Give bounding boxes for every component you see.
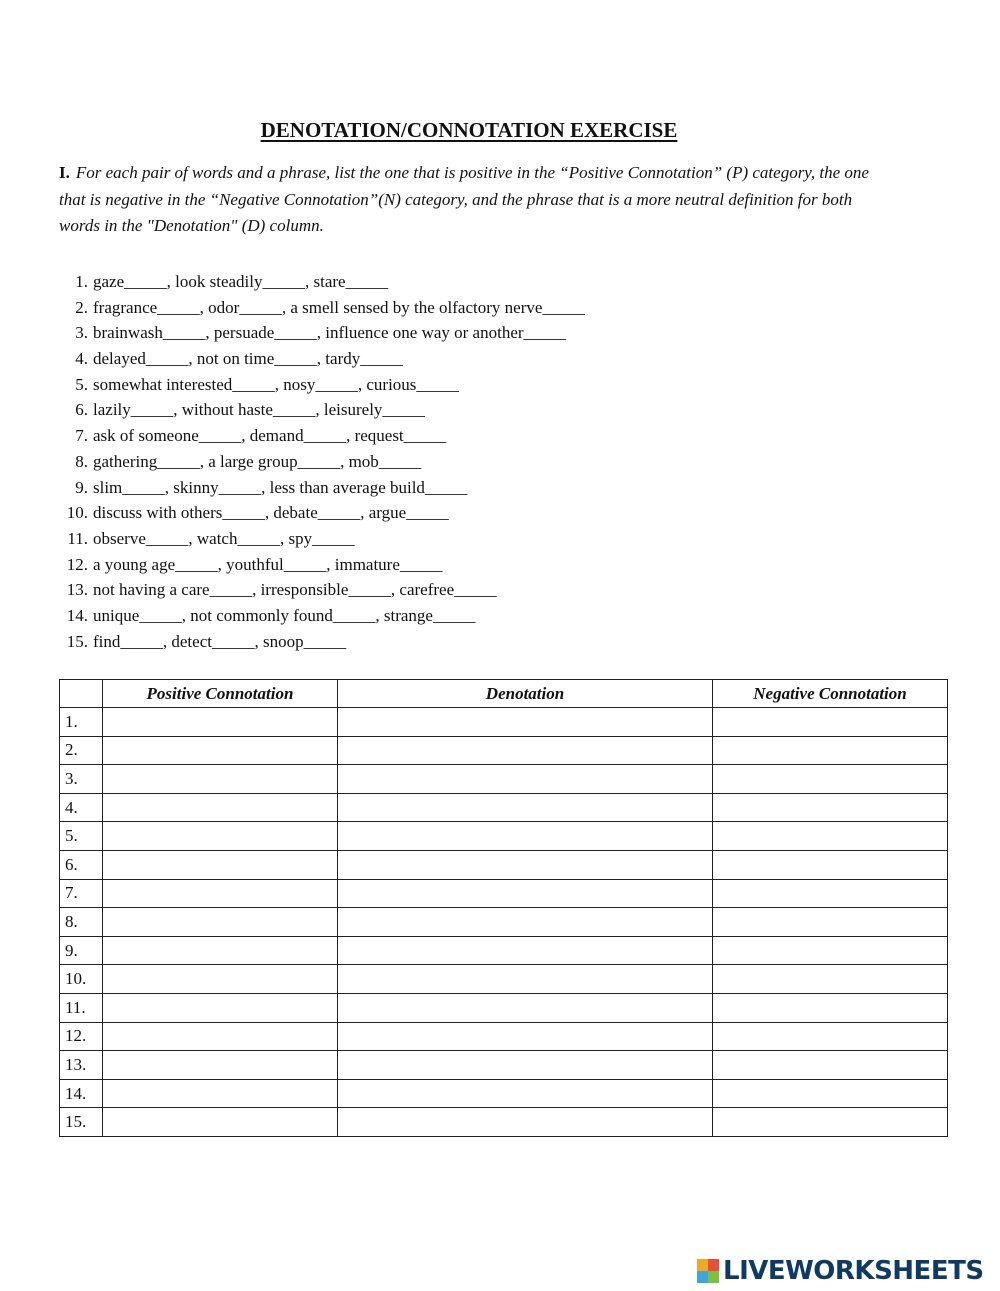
header-positive-connotation: Positive Connotation [103, 680, 338, 708]
row-number: 14. [60, 1079, 103, 1108]
row-number: 1. [60, 708, 103, 737]
negative-connotation-cell[interactable] [713, 908, 948, 937]
list-item-number: 7. [75, 426, 88, 446]
list-item [60, 372, 760, 398]
list-item [60, 603, 760, 629]
denotation-cell[interactable] [338, 1079, 713, 1108]
positive-connotation-cell[interactable] [103, 736, 338, 765]
row-number: 8. [60, 908, 103, 937]
instructions-number: I. [59, 163, 70, 182]
table-row [60, 822, 948, 851]
answer-table [59, 679, 948, 1137]
list-item-number: 5. [75, 374, 88, 394]
negative-connotation-cell[interactable] [713, 1108, 948, 1137]
list-item-text: discuss with others_____, debate_____, argue_____ [93, 503, 449, 523]
list-item-text: find_____, detect_____, snoop_____ [93, 631, 347, 651]
list-item [60, 552, 760, 578]
positive-connotation-cell[interactable] [103, 936, 338, 965]
list-item-number: 3. [75, 323, 88, 343]
list-item-number: 4. [75, 349, 88, 369]
list-item-text: slim_____, skinny_____, less than average build_____ [93, 477, 468, 497]
table-row [60, 1022, 948, 1051]
positive-connotation-cell[interactable] [103, 1051, 338, 1080]
logo-block [708, 1271, 719, 1283]
positive-connotation-cell[interactable] [103, 1108, 338, 1137]
row-number: 13. [60, 1051, 103, 1080]
negative-connotation-cell[interactable] [713, 736, 948, 765]
list-item [60, 475, 760, 501]
denotation-cell[interactable] [338, 1022, 713, 1051]
denotation-cell[interactable] [338, 850, 713, 879]
list-item-text: brainwash_____, persuade_____, influence one way or another_____ [93, 323, 567, 343]
list-item-number: 13. [66, 580, 88, 600]
row-number: 9. [60, 936, 103, 965]
denotation-cell[interactable] [338, 765, 713, 794]
list-item-number: 15. [66, 631, 88, 651]
header-denotation: Denotation [338, 680, 713, 708]
negative-connotation-cell[interactable] [713, 965, 948, 994]
negative-connotation-cell[interactable] [713, 879, 948, 908]
row-number: 6. [60, 850, 103, 879]
logo-block [697, 1271, 708, 1283]
list-item-text: fragrance_____, odor_____, a smell sensed by the olfactory nerve_____ [93, 297, 585, 317]
table-row [60, 993, 948, 1022]
row-number: 4. [60, 793, 103, 822]
positive-connotation-cell[interactable] [103, 965, 338, 994]
list-item [60, 320, 760, 346]
positive-connotation-cell[interactable] [103, 908, 338, 937]
table-row [60, 708, 948, 737]
positive-connotation-cell[interactable] [103, 708, 338, 737]
row-number: 15. [60, 1108, 103, 1137]
list-item-text: a young age_____, youthful_____, immature_____ [93, 554, 443, 574]
list-item [60, 526, 760, 552]
table-row [60, 908, 948, 937]
denotation-cell[interactable] [338, 708, 713, 737]
list-item-number: 12. [66, 554, 88, 574]
header-number [60, 680, 103, 708]
list-item-text: gathering_____, a large group_____, mob_____ [93, 451, 422, 471]
instructions [59, 160, 889, 240]
row-number: 3. [60, 765, 103, 794]
word-list [60, 269, 760, 654]
denotation-cell[interactable] [338, 1108, 713, 1137]
list-item-number: 11. [67, 528, 88, 548]
list-item-text: gaze_____, look steadily_____, stare_____ [93, 272, 389, 291]
negative-connotation-cell[interactable] [713, 1051, 948, 1080]
table-row [60, 879, 948, 908]
table-row [60, 1108, 948, 1137]
table-row [60, 765, 948, 794]
denotation-cell[interactable] [338, 822, 713, 851]
positive-connotation-cell[interactable] [103, 993, 338, 1022]
negative-connotation-cell[interactable] [713, 1079, 948, 1108]
list-item-number: 9. [75, 477, 88, 497]
header-negative-connotation: Negative Connotation [713, 680, 948, 708]
list-item [60, 500, 760, 526]
list-item [60, 269, 760, 295]
list-item [60, 449, 760, 475]
positive-connotation-cell[interactable] [103, 765, 338, 794]
negative-connotation-cell[interactable] [713, 708, 948, 737]
list-item [60, 423, 760, 449]
table-row [60, 793, 948, 822]
denotation-cell[interactable] [338, 936, 713, 965]
list-item-number: 2. [75, 297, 88, 317]
list-item-number: 6. [75, 400, 88, 420]
positive-connotation-cell[interactable] [103, 879, 338, 908]
denotation-cell[interactable] [338, 965, 713, 994]
table-row [60, 1079, 948, 1108]
list-item-number: 8. [75, 451, 88, 471]
list-item [60, 577, 760, 603]
page-title: DENOTATION/CONNOTATION EXERCISE [260, 118, 678, 142]
table-row [60, 965, 948, 994]
answer-table-header [60, 680, 948, 708]
row-number: 5. [60, 822, 103, 851]
positive-connotation-cell[interactable] [103, 793, 338, 822]
list-item-text: somewhat interested_____, nosy_____, curious_____ [93, 374, 459, 394]
list-item [60, 295, 760, 321]
positive-connotation-cell[interactable] [103, 822, 338, 851]
denotation-cell[interactable] [338, 793, 713, 822]
row-number: 12. [60, 1022, 103, 1051]
table-row [60, 936, 948, 965]
negative-connotation-cell[interactable] [713, 936, 948, 965]
list-item-number: 1. [75, 272, 88, 291]
list-item-text: not having a care_____, irresponsible_____, carefree_____ [93, 580, 497, 600]
logo-block [708, 1259, 719, 1271]
liveworksheets-logo [697, 1253, 984, 1289]
denotation-cell[interactable] [338, 879, 713, 908]
logo-blocks-icon [697, 1259, 719, 1283]
list-item-text: observe_____, watch_____, spy_____ [93, 528, 355, 548]
negative-connotation-cell[interactable] [713, 765, 948, 794]
instructions-text: For each pair of words and a phrase, list the one that is positive in the “Positive Connotation” (P) category, the one that is negative in the “Negative Connotation”(N) category, and the phrase that is a more neutral definition for both words in the "Denotation" (D) column. [59, 163, 869, 235]
table-row [60, 736, 948, 765]
negative-connotation-cell[interactable] [713, 822, 948, 851]
list-item-number: 14. [66, 605, 88, 625]
table-row [60, 1051, 948, 1080]
negative-connotation-cell[interactable] [713, 1022, 948, 1051]
negative-connotation-cell[interactable] [713, 850, 948, 879]
list-item-number: 10. [66, 503, 88, 523]
logo-text: LIVEWORKSHEETS [723, 1256, 984, 1286]
denotation-cell[interactable] [338, 1051, 713, 1080]
table-row [60, 850, 948, 879]
negative-connotation-cell[interactable] [713, 993, 948, 1022]
list-item [60, 346, 760, 372]
row-number: 2. [60, 736, 103, 765]
list-item-text: delayed_____, not on time_____, tardy_____ [93, 349, 403, 369]
negative-connotation-cell[interactable] [713, 793, 948, 822]
row-number: 7. [60, 879, 103, 908]
row-number: 10. [60, 965, 103, 994]
list-item-text: ask of someone_____, demand_____, request_____ [93, 426, 447, 446]
row-number: 11. [60, 993, 103, 1022]
positive-connotation-cell[interactable] [103, 850, 338, 879]
denotation-cell[interactable] [338, 993, 713, 1022]
positive-connotation-cell[interactable] [103, 1022, 338, 1051]
list-item-text: unique_____, not commonly found_____, strange_____ [93, 605, 476, 625]
denotation-cell[interactable] [338, 736, 713, 765]
logo-block [697, 1259, 708, 1271]
denotation-cell[interactable] [338, 908, 713, 937]
list-item [60, 629, 760, 655]
list-item [60, 397, 760, 423]
list-item-text: lazily_____, without haste_____, leisurely_____ [93, 400, 425, 420]
positive-connotation-cell[interactable] [103, 1079, 338, 1108]
